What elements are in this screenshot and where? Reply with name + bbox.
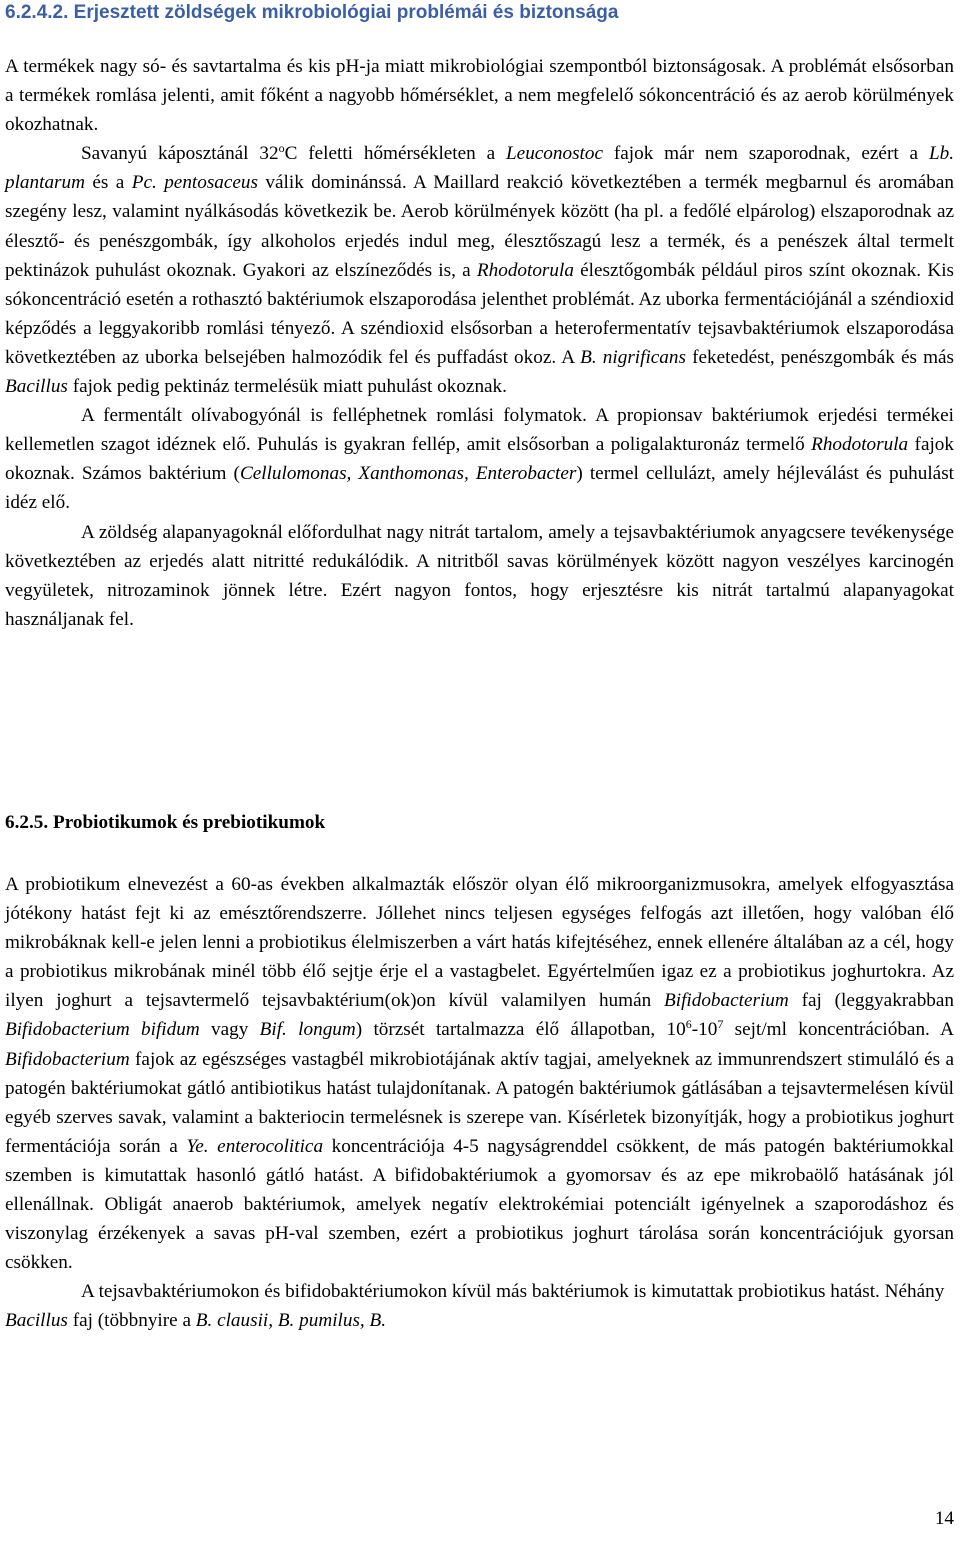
italic-taxon: Bifidobacterium [5,1048,130,1070]
text-run: A zöldség alapanyagoknál előfordulhat nagy nitrát tartalom, amely a tejsavbaktériumok anyagcsere tevékenysége következtében az erjedés alatt nitritté redukálódik. A nitritből savas körülmények között nagyon veszélyes karcinogén vegyületek, nitrozaminok jönnek létre. Ezért nagyon fontos, hogy erjesztésre kis nitrát tartalmú alapanyagokat használjanak fel. [5,521,954,630]
section-heading-6-2-4-2: 6.2.4.2. Erjesztett zöldségek mikrobiológiai problémái és biztonsága [5,2,619,23]
italic-taxon: B. nigrificans [580,346,686,368]
italic-taxon: Lb. plantarum [5,143,954,194]
text-run: feketedést, penészgombák és más [685,346,954,368]
italic-taxon: Rhodotorula [811,434,909,456]
text-run: fajok okoznak. Számos baktérium ( [5,434,954,485]
text-run: ) termel cellulázt, amely héjleválást és puhulást idéz elő. [5,463,955,514]
text-run: vagy [199,1019,260,1041]
text-run: sejt/ml koncentrációban. A [723,1019,954,1041]
text-run: faj (leggyakrabban [788,990,954,1012]
text-run: A tejsavbaktériumokon és bifidobaktériumokon kívül más baktériumok is kimutattak probiotikus hatást. Néhány [81,1281,945,1303]
text-run: A probiotikum elnevezést a 60-as években alkalmazták először olyan élő mikroorganizmusokra, amelyek elfogyasztása jótékony hatást fejt ki az emésztőrendszerre. Jóllehet nincs teljesen egységes felfogás azt illetően, hogy valóban élő mikrobáknak kell-e jelen lenni a probiotikus élelmiszerben a várt hatás kifejtéséhez, ennek ellenére általában az a cél, hogy a probiotikus mikrobának minél több élő sejtje érje el a vastagbelet. Egyértelműen igaz ez a probiotikus joghurtokra. Az ilyen joghurt a tejsavtermelő tejsavbaktérium(ok)on kívül valamilyen humán [5,874,954,1012]
page-number: 14 [934,1508,954,1529]
paragraph-sauerkraut [5,139,954,401]
text-run: fajok pedig pektináz termelésük miatt puhulást okoznak. [67,376,507,398]
italic-taxon: Bacillus [5,376,68,398]
paragraph-olive [5,401,954,517]
text-run: ) törzsét tartalmazza élő állapotban, 10 [355,1019,686,1041]
section-body-6-2-5 [5,870,954,1336]
text-run: -10 [691,1019,718,1041]
text-run: válik dominánssá. A Maillard reakció következtében a termék megbarnul és aromában szegény lesz, valamint nyálkásodás következik be. Aerob körülmények között (ha pl. a fedőlé elpárolog) elszaporodnak az élesztő- és penészgombák, így alkoholos erjedés indul meg, élesztőszagú lesz a termék, és a penészek által termelt pektinázok puhulást okoznak. Gyakori az elszíneződés is, a [5,172,954,281]
text-run: fajok már nem szaporodnak, ezért a [603,143,929,165]
paragraph-probiotic-definition [5,870,954,1277]
italic-taxon: Bifidobacterium [664,990,789,1012]
italic-taxon: Leuconostoc [506,143,603,165]
italic-taxon: Cellulomonas, Xanthomonas, Enterobacter [239,463,577,485]
text-run: élesztőgombák például piros színt okoznak. Kis sókoncentráció esetén a rothasztó baktériumok elszaporodása jelenthet problémát. Az uborka fermentációjánál a széndioxid képződés a leggyakoribb romlási tényező. A széndioxid elsősorban a heterofermentatív tejsavbaktériumok elszaporodása következtében az uborka belsejében halmozódik fel és puffadást okoz. A [5,259,954,368]
text-run: koncentrációja 4-5 nagyságrenddel csökkent, de más patogén baktériumokkal szemben is kimutattak hasonló gátló hatást. A bifidobaktériumok a gyomorsav és az epe mikrobaölő hatásának jól ellenállnak. Obligát anaerob baktériumok, amelyek negatív elektrokémiai potenciált igényelnek a szaporodáshoz és viszonylag érzékenyek a savas pH-val szemben, ezért a probiotikus joghurt tárolása során koncentrációjuk gyorsan csökken. [5,1135,954,1274]
text-run: faj (többnyire a [67,1310,196,1332]
superscript-degree: o [278,141,285,156]
text-run: A fermentált olívabogyónál is felléphetnek romlási folymatok. A propionsav baktériumok erjedési termékei kellemetlen szagot idéznek elő. Puhulás is gyakran fellép, amit elsősorban a poligalakturonáz termelő [5,405,954,456]
text-run: és a [84,172,132,194]
section-heading-6-2-5: 6.2.5. Probiotikumok és prebiotikumok [5,812,326,833]
italic-taxon: Pc. pentosaceus [131,172,258,194]
paragraph-safety-intro [5,52,954,139]
italic-taxon: Rhodotorula [476,259,574,281]
text-run: C feletti hőmérsékleten a [284,143,506,165]
text-run: Savanyú káposztánál 32 [81,143,279,165]
italic-taxon: Bifidobacterium bifidum [5,1019,200,1041]
italic-taxon: Bif. longum [259,1019,356,1041]
text-run: A termékek nagy só- és savtartalma és kis pH-ja miatt mikrobiológiai szempontból biztonságosak. A problémát elsősorban a termékek romlása jelenti, amit főként a nagyobb hőmérséklet, a nem megfelelő sókoncentráció és az aerob körülmények okozhatnak. [5,56,954,136]
italic-taxon: Ye. enterocolitica [186,1135,324,1157]
italic-taxon: Bacillus [5,1310,68,1332]
italic-taxon: B. clausii, B. pumilus, B. [195,1310,387,1332]
superscript-exponent: 7 [717,1017,724,1032]
paragraph-nitrate [5,518,954,634]
section-body-6-2-4-2 [5,52,954,634]
text-run: fajok az egészséges vastagbél mikrobiotájának aktív tagjai, amelyeknek az immunrendszert stimuláló és a patogén baktériumokat gátló antibiotikus hatást tulajdonítanak. A patogén baktériumok gátlásában a tejsavtermelésen kívül egyéb szerves savak, valamint a bakteriocin termelésnek is szerepe van. Kísérletek bizonyítják, hogy a probiotikus joghurt fermentációja során a [5,1048,954,1157]
superscript-exponent: 6 [685,1017,692,1032]
paragraph-other-probiotics [5,1277,954,1335]
